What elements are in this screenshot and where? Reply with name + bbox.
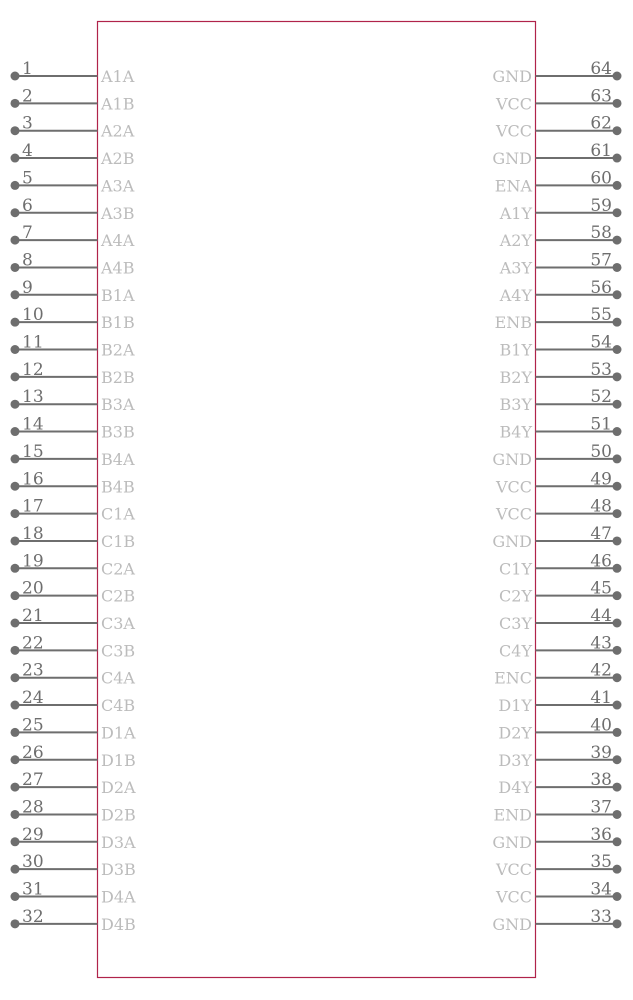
pin-15 [11, 442, 135, 469]
pin-name: A2Y [499, 231, 532, 251]
pin-endpoint [613, 290, 622, 299]
pin-number: 61 [590, 141, 612, 162]
pin-number: 16 [22, 469, 44, 490]
pin-36 [492, 825, 621, 852]
pin-endpoint [11, 482, 20, 491]
pin-name: C4A [101, 668, 135, 688]
pin-endpoint [11, 99, 20, 108]
pin-endpoint [11, 564, 20, 573]
pin-endpoint [613, 400, 622, 409]
pin-name: VCC [495, 860, 532, 880]
pin-name: C1A [101, 504, 135, 524]
pin-endpoint [613, 372, 622, 381]
pin-name: A1Y [499, 203, 532, 223]
pin-number: 34 [590, 879, 612, 900]
pin-endpoint [11, 236, 20, 245]
pin-27 [11, 770, 137, 797]
pin-endpoint [11, 318, 20, 327]
pin-name: B2B [101, 367, 135, 387]
pin-number: 39 [590, 742, 612, 763]
pin-64 [492, 59, 621, 86]
pin-number: 17 [22, 496, 44, 517]
pin-58 [499, 223, 622, 250]
pin-56 [499, 278, 622, 305]
pin-endpoint [613, 72, 622, 81]
pin-endpoint [613, 837, 622, 846]
pin-endpoint [11, 263, 20, 272]
pin-name: C1B [101, 531, 136, 551]
pin-number: 57 [590, 250, 612, 271]
pin-name: VCC [495, 94, 532, 114]
pin-number: 37 [590, 797, 612, 818]
pin-endpoint [11, 126, 20, 135]
pin-name: D2B [101, 805, 136, 825]
pin-name: VCC [495, 887, 532, 907]
pin-name: C3A [101, 614, 135, 633]
pin-endpoint [11, 619, 20, 628]
pin-42 [494, 661, 621, 688]
pin-number: 47 [590, 523, 612, 544]
left-pin-group [11, 59, 137, 934]
pin-name: VCC [495, 477, 532, 497]
pin-endpoint [613, 99, 622, 108]
pin-number: 19 [22, 551, 44, 572]
pin-name: B2A [101, 340, 135, 360]
pin-number: 8 [22, 250, 33, 271]
pin-name: A4A [101, 231, 135, 251]
pin-38 [498, 770, 621, 797]
pin-53 [500, 360, 622, 387]
pin-43 [499, 633, 621, 660]
pin-name: C1Y [499, 559, 532, 579]
pin-35 [495, 852, 622, 879]
pin-name: A3B [101, 203, 135, 223]
pin-9 [11, 278, 135, 305]
pin-number: 36 [590, 824, 612, 845]
pin-23 [11, 661, 136, 688]
pin-59 [499, 196, 622, 223]
pin-name: D4A [101, 887, 136, 907]
pin-endpoint [11, 591, 20, 600]
pin-number: 64 [590, 59, 612, 79]
pin-62 [495, 114, 622, 141]
pin-name: D3A [101, 832, 136, 852]
pin-name: ENB [494, 313, 532, 333]
pin-32 [11, 907, 136, 934]
pin-endpoint [613, 509, 622, 518]
pin-name: C3B [101, 641, 136, 661]
pin-60 [495, 168, 622, 195]
pin-number: 13 [22, 387, 44, 408]
pin-name: B4A [101, 449, 135, 469]
pin-number: 4 [22, 141, 33, 162]
pin-number: 46 [590, 551, 612, 572]
pin-number: 1 [22, 59, 33, 79]
pin-number: 25 [22, 715, 44, 736]
pin-number: 43 [590, 633, 612, 654]
pin-endpoint [11, 837, 20, 846]
pin-endpoint [11, 865, 20, 874]
pin-endpoint [613, 482, 622, 491]
pin-endpoint [11, 755, 20, 764]
pin-number: 44 [590, 606, 612, 626]
pin-name: D4B [101, 914, 136, 934]
pin-endpoint [613, 427, 622, 436]
pin-name: A1B [101, 94, 135, 114]
pin-number: 12 [22, 359, 44, 380]
pin-number: 54 [590, 332, 612, 353]
pin-2 [11, 86, 135, 113]
pin-name: GND [492, 832, 532, 852]
pin-name: B1Y [499, 340, 532, 360]
pin-39 [498, 743, 621, 770]
pin-endpoint [613, 345, 622, 354]
pin-endpoint [11, 783, 20, 792]
pin-40 [498, 715, 621, 742]
pin-name: D1B [101, 750, 136, 770]
pin-endpoint [613, 318, 622, 327]
pin-number: 38 [590, 770, 612, 791]
pin-endpoint [613, 810, 622, 819]
pin-number: 33 [590, 906, 612, 927]
pin-number: 28 [22, 797, 44, 818]
pin-number: 53 [590, 359, 612, 380]
pin-number: 29 [22, 824, 44, 845]
pin-45 [499, 579, 621, 606]
pin-endpoint [613, 564, 622, 573]
pin-name: A1A [101, 67, 135, 86]
pin-name: B4Y [499, 422, 532, 442]
pin-endpoint [613, 126, 622, 135]
pin-endpoint [11, 536, 20, 545]
pin-number: 50 [590, 441, 612, 462]
pin-number: 41 [590, 688, 612, 709]
pin-name: B4B [101, 477, 135, 497]
component-body [98, 22, 536, 978]
pin-endpoint [613, 919, 622, 928]
pin-19 [11, 551, 136, 578]
pin-3 [11, 114, 135, 141]
pin-number: 56 [590, 277, 612, 298]
pin-name: ENC [494, 668, 532, 688]
pin-number: 31 [22, 879, 44, 900]
pin-24 [11, 688, 136, 715]
pin-endpoint [613, 154, 622, 163]
pin-16 [11, 469, 135, 496]
pin-name: A4B [101, 258, 135, 278]
pin-endpoint [11, 892, 20, 901]
pin-13 [11, 387, 135, 414]
pin-17 [11, 497, 136, 524]
pin-51 [500, 415, 622, 442]
pin-33 [492, 907, 621, 934]
pin-endpoint [11, 728, 20, 737]
pin-name: B3B [101, 422, 135, 442]
pin-name: B2Y [499, 367, 532, 387]
pin-29 [11, 825, 137, 852]
pin-22 [11, 633, 136, 660]
pin-endpoint [613, 646, 622, 655]
pin-endpoint [11, 345, 20, 354]
pin-name: VCC [495, 504, 532, 524]
pin-name: B1A [101, 285, 135, 305]
pin-endpoint [613, 591, 622, 600]
pin-46 [499, 551, 621, 578]
pin-endpoint [11, 372, 20, 381]
pin-number: 26 [22, 742, 44, 763]
pin-21 [11, 606, 136, 633]
pin-name: GND [492, 67, 532, 86]
pin-endpoint [11, 509, 20, 518]
pin-name: C2B [101, 586, 136, 606]
pin-number: 5 [22, 168, 33, 189]
pin-name: D1Y [498, 696, 532, 716]
pin-50 [492, 442, 621, 469]
pin-endpoint [11, 72, 20, 81]
pin-name: ENA [494, 176, 532, 196]
pin-20 [11, 579, 136, 606]
pin-name: B3Y [499, 395, 532, 415]
pin-name: C4B [101, 696, 136, 716]
pin-name: C2A [101, 559, 135, 579]
pin-name: B3A [101, 395, 135, 415]
pin-endpoint [613, 619, 622, 628]
pin-endpoint [613, 728, 622, 737]
pin-47 [492, 524, 621, 551]
pin-number: 58 [590, 223, 612, 244]
pin-28 [11, 797, 136, 824]
pin-8 [11, 250, 135, 277]
pin-endpoint [613, 181, 622, 190]
pin-name: GND [492, 914, 532, 934]
pin-30 [11, 852, 136, 879]
pin-number: 22 [22, 633, 44, 654]
pin-number: 15 [22, 441, 44, 462]
pin-number: 23 [22, 660, 44, 681]
pin-name: B1B [101, 313, 135, 333]
pin-endpoint [11, 919, 20, 928]
pin-25 [11, 715, 137, 742]
pin-name: D3Y [498, 750, 532, 770]
pin-number: 10 [22, 305, 44, 326]
pin-name: D2Y [498, 723, 532, 743]
pin-name: D4Y [498, 778, 532, 798]
pin-endpoint [11, 810, 20, 819]
pin-endpoint [11, 208, 20, 217]
pin-number: 45 [590, 578, 612, 599]
pin-10 [11, 305, 135, 332]
pin-number: 21 [22, 606, 44, 626]
pin-number: 49 [590, 469, 612, 490]
pin-number: 18 [22, 523, 44, 544]
pin-number: 32 [22, 906, 44, 927]
pin-12 [11, 360, 135, 387]
pin-number: 6 [22, 195, 33, 216]
right-pin-group [492, 59, 621, 934]
pin-endpoint [613, 892, 622, 901]
pin-endpoint [613, 536, 622, 545]
pin-name: GND [492, 149, 532, 169]
pin-57 [499, 250, 622, 277]
pin-endpoint [11, 454, 20, 463]
pin-name: GND [492, 531, 532, 551]
pin-name: C2Y [499, 586, 532, 606]
pin-34 [495, 880, 622, 907]
pin-name: A2A [101, 121, 135, 141]
pin-48 [495, 497, 622, 524]
pin-name: C3Y [499, 614, 532, 633]
pin-61 [492, 141, 621, 168]
pin-endpoint [613, 701, 622, 710]
pin-endpoint [11, 154, 20, 163]
pin-63 [495, 86, 622, 113]
pin-endpoint [11, 427, 20, 436]
pin-41 [498, 688, 621, 715]
pin-number: 42 [590, 660, 612, 681]
pin-endpoint [613, 208, 622, 217]
pin-54 [500, 333, 622, 360]
pin-number: 51 [590, 414, 612, 435]
pin-name: D2A [101, 778, 136, 798]
pin-number: 55 [590, 305, 612, 326]
pin-endpoint [613, 673, 622, 682]
pin-44 [499, 606, 621, 633]
pin-number: 48 [590, 496, 612, 517]
pin-number: 14 [22, 414, 44, 435]
pin-name: A3Y [499, 258, 532, 278]
pin-number: 7 [22, 223, 33, 244]
pin-11 [11, 333, 135, 360]
pin-4 [11, 141, 135, 168]
pin-7 [11, 223, 135, 250]
pin-endpoint [613, 783, 622, 792]
pin-number: 35 [590, 852, 612, 873]
pin-name: VCC [495, 121, 532, 141]
pin-number: 30 [22, 852, 44, 873]
pin-number: 52 [590, 387, 612, 408]
pin-1 [11, 59, 135, 86]
pin-number: 60 [590, 168, 612, 189]
pin-endpoint [613, 454, 622, 463]
pin-number: 11 [22, 332, 44, 353]
pin-number: 63 [590, 86, 612, 107]
pin-31 [11, 880, 137, 907]
pin-name: C4Y [499, 641, 532, 661]
pin-14 [11, 415, 135, 442]
pin-number: 27 [22, 770, 44, 791]
pin-5 [11, 168, 135, 195]
pin-number: 9 [22, 277, 33, 298]
pin-number: 62 [590, 113, 612, 134]
pin-endpoint [11, 400, 20, 409]
pin-endpoint [11, 646, 20, 655]
pin-name: A3A [101, 176, 135, 196]
pin-37 [493, 797, 621, 824]
pin-endpoint [11, 181, 20, 190]
pin-name: D3B [101, 860, 136, 880]
pin-name: D1A [101, 723, 136, 743]
pin-number: 20 [22, 578, 44, 599]
pin-endpoint [11, 290, 20, 299]
pin-52 [500, 387, 622, 414]
pin-name: A4Y [499, 285, 532, 305]
pin-endpoint [613, 755, 622, 764]
pin-number: 40 [590, 715, 612, 736]
pin-name: A2B [101, 149, 135, 169]
pin-55 [495, 305, 622, 332]
pin-endpoint [613, 865, 622, 874]
pin-49 [495, 469, 622, 496]
pin-number: 3 [22, 113, 33, 134]
pin-endpoint [11, 673, 20, 682]
pin-endpoint [613, 263, 622, 272]
pin-endpoint [11, 701, 20, 710]
pin-6 [11, 196, 135, 223]
pin-name: GND [492, 449, 532, 469]
pin-number: 59 [590, 195, 612, 216]
pin-number: 24 [22, 688, 44, 709]
pin-endpoint [613, 236, 622, 245]
pin-number: 2 [22, 86, 33, 107]
pin-26 [11, 743, 136, 770]
pin-name: END [493, 805, 532, 825]
pin-18 [11, 524, 136, 551]
